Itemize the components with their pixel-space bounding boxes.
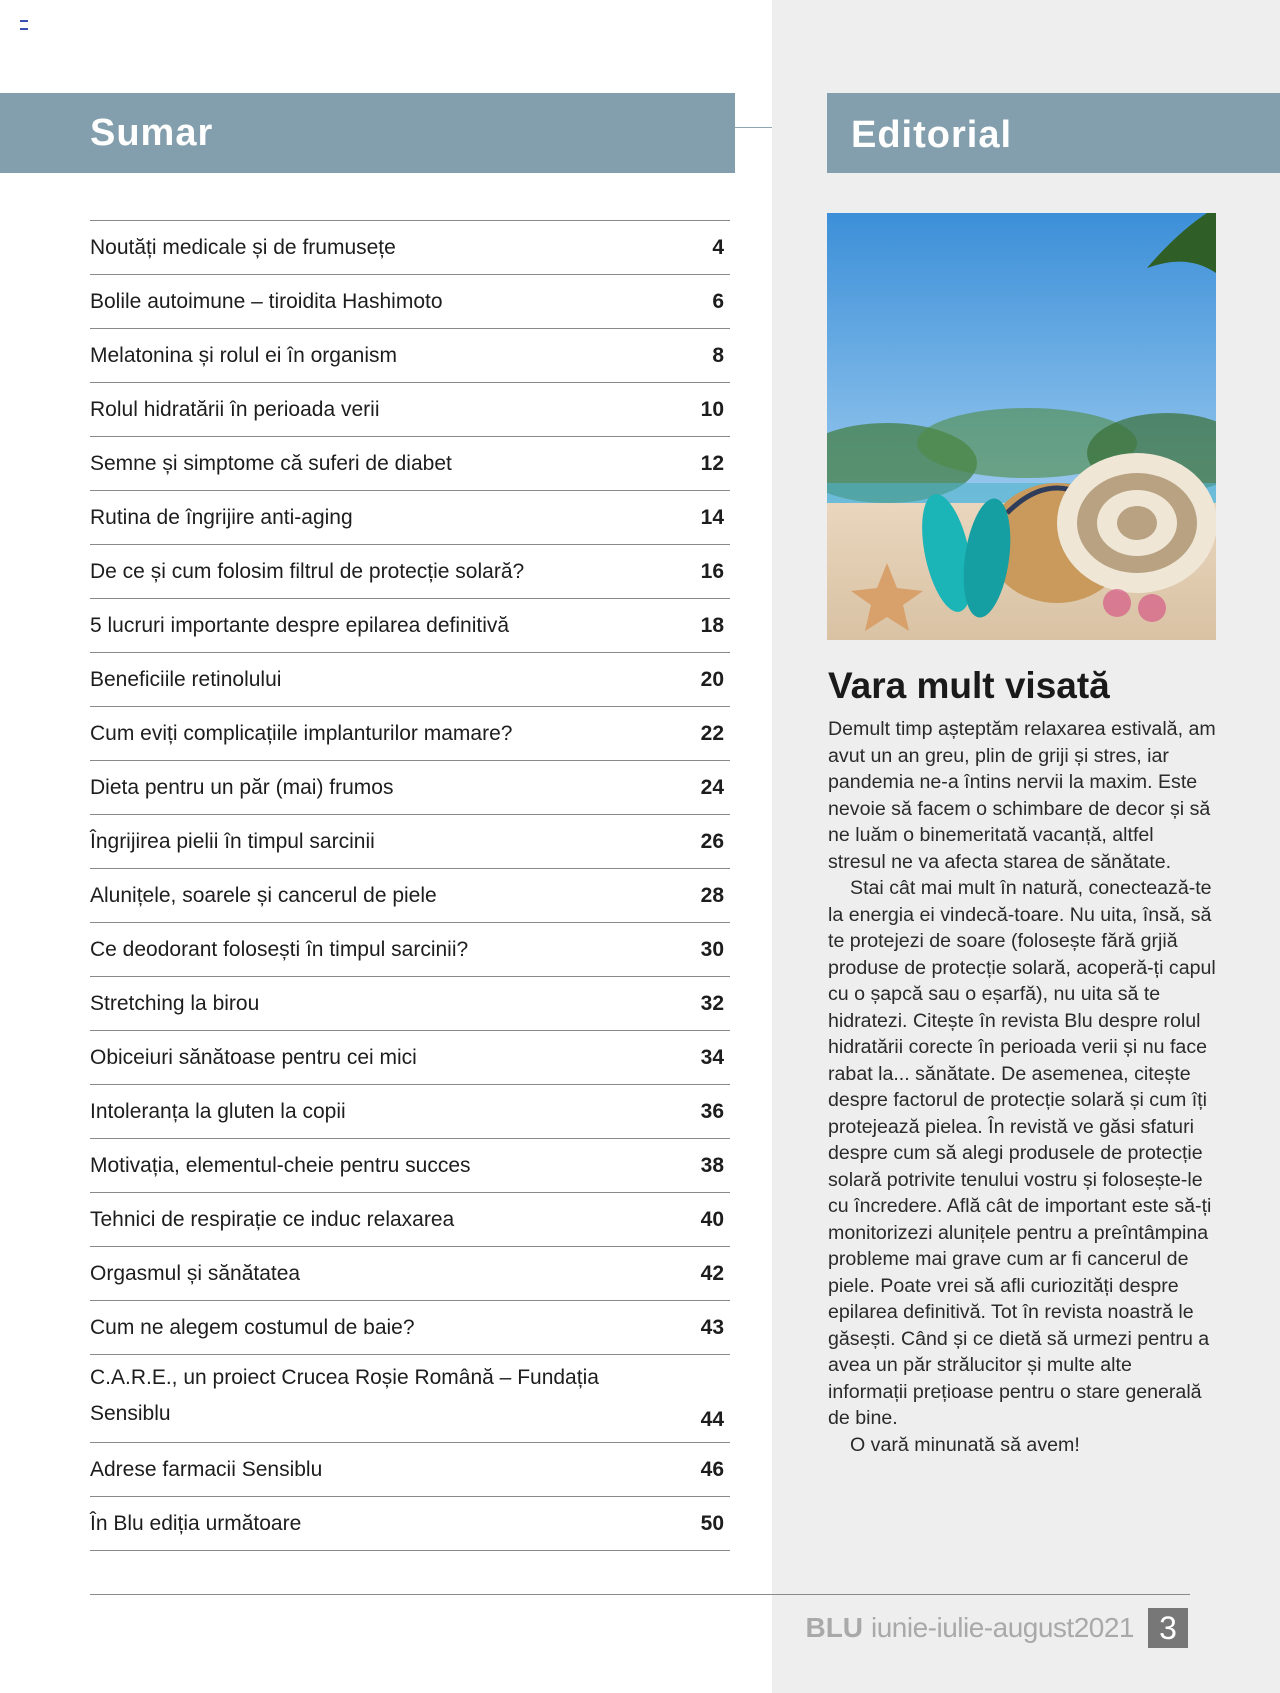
toc-row[interactable] xyxy=(90,1355,730,1443)
toc-row[interactable] xyxy=(90,275,730,329)
toc-item-title: Stretching la birou xyxy=(90,991,260,1015)
toc-item-page: 42 xyxy=(700,1261,724,1285)
toc-item-page: 32 xyxy=(700,991,724,1015)
toc-row[interactable] xyxy=(90,491,730,545)
editorial-header xyxy=(827,93,1280,173)
toc-item-title: Rolul hidratării în perioada verii xyxy=(90,397,380,421)
editorial-beach-photo xyxy=(827,213,1216,640)
footer-divider xyxy=(90,1594,1190,1595)
toc-row[interactable] xyxy=(90,599,730,653)
editorial-paragraph: O vară minunată să avem! xyxy=(850,1433,1080,1456)
toc-row[interactable] xyxy=(90,761,730,815)
toc-item-page: 40 xyxy=(700,1207,724,1231)
toc-item-title: Îngrijirea pielii în timpul sarcinii xyxy=(90,829,375,853)
toc-item-page: 10 xyxy=(700,397,724,421)
toc-item-title: Noutăți medicale și de frumusețe xyxy=(90,235,396,259)
toc-item-page: 24 xyxy=(700,775,724,799)
editorial-title: Editorial xyxy=(851,114,1013,156)
toc-item-title: În Blu ediția următoare xyxy=(90,1511,302,1535)
toc-item-page: 46 xyxy=(700,1457,724,1481)
toc-item-title: Dieta pentru un păr (mai) frumos xyxy=(90,775,394,799)
table-of-contents xyxy=(90,220,730,1551)
toc-row[interactable] xyxy=(90,437,730,491)
toc-item-title: Beneficiile retinolului xyxy=(90,667,282,691)
toc-item-title: 5 lucruri importante despre epilarea definitivă xyxy=(90,613,510,637)
toc-item-page: 8 xyxy=(712,343,724,367)
toc-item-title: Obiceiuri sănătoase pentru cei mici xyxy=(90,1045,417,1069)
toc-item-title: Bolile autoimune – tiroidita Hashimoto xyxy=(90,289,443,313)
toc-item-page: 50 xyxy=(700,1511,724,1535)
page-number: 3 xyxy=(1148,1608,1188,1648)
toc-row[interactable] xyxy=(90,1443,730,1497)
toc-row[interactable] xyxy=(90,869,730,923)
toc-item-page: 12 xyxy=(700,451,724,475)
toc-row[interactable] xyxy=(90,1085,730,1139)
toc-row[interactable] xyxy=(90,1497,730,1551)
toc-row[interactable] xyxy=(90,329,730,383)
header-connector-line xyxy=(735,127,772,128)
toc-item-title: Semne și simptome că suferi de diabet xyxy=(90,451,452,475)
toc-item-page: 38 xyxy=(700,1153,724,1177)
toc-row[interactable] xyxy=(90,1193,730,1247)
magazine-brand: BLU xyxy=(805,1612,864,1643)
toc-row[interactable] xyxy=(90,653,730,707)
editorial-headline: Vara mult visată xyxy=(828,665,1110,706)
toc-row[interactable] xyxy=(90,545,730,599)
toc-item-title: De ce și cum folosim filtrul de protecție solară? xyxy=(90,559,525,583)
toc-item-page: 30 xyxy=(700,937,724,961)
toc-item-title: Melatonina și rolul ei în organism xyxy=(90,343,397,367)
toc-row[interactable] xyxy=(90,707,730,761)
toc-item-title: Ce deodorant folosești în timpul sarcinii? xyxy=(90,937,469,961)
toc-row[interactable] xyxy=(90,1301,730,1355)
toc-item-page: 26 xyxy=(700,829,724,853)
toc-row[interactable] xyxy=(90,221,730,275)
magazine-issue: iunie-iulie-august2021 xyxy=(871,1612,1134,1643)
page-footer xyxy=(805,1608,1188,1648)
toc-item-title: Tehnici de respirație ce induc relaxarea xyxy=(90,1207,455,1231)
toc-item-page: 4 xyxy=(712,235,724,259)
toc-row[interactable] xyxy=(90,1247,730,1301)
toc-item-page: 36 xyxy=(700,1099,724,1123)
toc-row[interactable] xyxy=(90,383,730,437)
toc-item-page: 6 xyxy=(712,289,724,313)
toc-item-title: Adrese farmacii Sensiblu xyxy=(90,1457,323,1481)
toc-row[interactable] xyxy=(90,977,730,1031)
toc-item-page: 43 xyxy=(700,1315,724,1339)
toc-item-page: 28 xyxy=(700,883,724,907)
editorial-paragraph: Demult timp așteptăm relaxarea estivală, am avut un an greu, plin de griji și stres, iar pandemia ne-a întins nervii la maxim. Este nevoie să facem o schimbare de decor și să ne luăm o binemeritată vacanță, altfel stresul ne va afecta starea de sănătate. xyxy=(828,718,1216,873)
toc-item-page: 18 xyxy=(700,613,724,637)
editorial-body xyxy=(828,716,1216,1458)
toc-row[interactable] xyxy=(90,1031,730,1085)
toc-item-page: 34 xyxy=(700,1045,724,1069)
summary-header xyxy=(0,93,735,173)
editorial-paragraph: Stai cât mai mult în natură, conectează-te la energia ei vindecă-toare. Nu uita, însă, să te protejezi de soare (folosește fără grjiă produse de protecție solară, acoperă-ți capul cu o șapcă sau o eșarfă), nu uita să te hidratezi. Citește în revista Blu despre rolul hidratării corecte în perioada verii și nu face rabat la... sănătate. De asemenea, citește despre factorul de protecție solară și cum îți protejează pielea. În revistă ve găsi sfaturi despre cum să alegi produsele de protecție solară potrivite tenului vostru și folosește-le cu încredere. Află cât de important este să-ți monitorizezi alunițele pentru a preîntâmpina probleme mai grave cum ar fi cancerul de piele. Poate vrei să afli curiozități despre epilarea definitivă. Tot în revista noastră le găsești. Când și ce dietă să urmezi pentru a avea un păr strălucitor și multe alte informații prețioase pentru o stare generală de bine. xyxy=(828,877,1216,1429)
toc-row[interactable] xyxy=(90,815,730,869)
toc-row[interactable] xyxy=(90,1139,730,1193)
toc-item-page: 22 xyxy=(700,721,724,745)
toc-item-title: Rutina de îngrijire anti-aging xyxy=(90,505,353,529)
summary-title: Sumar xyxy=(90,112,214,154)
toc-item-title: Intoleranța la gluten la copii xyxy=(90,1099,346,1123)
toc-item-page: 44 xyxy=(700,1408,724,1431)
toc-item-title: Motivația, elementul-cheie pentru succes xyxy=(90,1153,471,1177)
toc-item-page: 20 xyxy=(700,667,724,691)
toc-item-title: C.A.R.E., un proiect Crucea Roșie Română – Fundația Sensiblu xyxy=(90,1366,599,1425)
toc-item-title: Orgasmul și sănătatea xyxy=(90,1261,301,1285)
toc-item-title: Cum eviți complicațiile implanturilor mamare? xyxy=(90,721,513,745)
toc-item-page: 16 xyxy=(700,559,724,583)
toc-row[interactable] xyxy=(90,923,730,977)
toc-item-title: Alunițele, soarele și cancerul de piele xyxy=(90,883,437,907)
toc-item-title: Cum ne alegem costumul de baie? xyxy=(90,1315,415,1339)
menu-icon xyxy=(20,20,28,30)
toc-item-page: 14 xyxy=(700,505,724,529)
